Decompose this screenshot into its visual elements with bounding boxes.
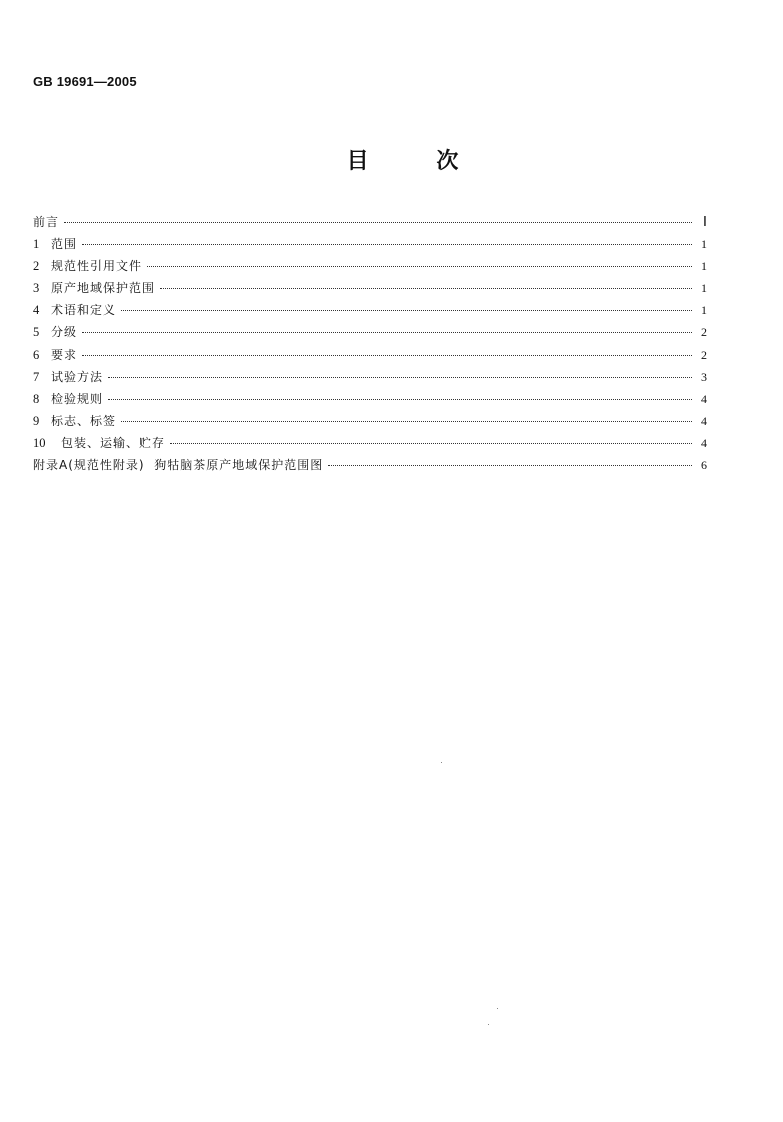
toc-entry-protection-range[interactable] (33, 279, 707, 301)
toc-entry-number: 4 (33, 303, 40, 318)
toc-entry-number: 7 (33, 369, 40, 384)
toc-entry-inspection-rules[interactable] (33, 390, 707, 412)
toc-entry-label: 附录A(规范性附录) 狗牯脑茶原产地域保护范围图 (33, 458, 324, 473)
toc-title: 目 次 (346, 149, 489, 174)
dot-leader (328, 465, 692, 466)
scan-speck (441, 762, 442, 763)
toc-entry-grading[interactable] (33, 323, 707, 345)
toc-entry-label: 要求 (51, 347, 78, 362)
toc-entry-terms-definitions[interactable] (33, 301, 707, 323)
standard-code: GB 19691—2005 (33, 74, 137, 89)
toc-entry-page: 1 (701, 237, 707, 252)
toc-entry-foreword[interactable] (33, 213, 707, 235)
toc-entry-marking-labeling[interactable] (33, 412, 707, 434)
toc-entry-page: 1 (701, 259, 707, 274)
dot-leader (147, 266, 692, 267)
toc-entry-label: 前言 (33, 215, 60, 229)
toc-entry-page: 2 (701, 325, 707, 340)
dot-leader (108, 377, 692, 378)
toc-entry-number: 3 (33, 281, 40, 296)
toc-entry-number: 1 (33, 237, 40, 252)
toc-entry-page: 4 (701, 413, 707, 428)
scan-speck (488, 1024, 489, 1025)
dot-leader (108, 399, 692, 400)
toc-entry-page: 1 (701, 303, 707, 318)
toc-entry-label: 原产地域保护范围 (51, 281, 156, 296)
toc-entry-page: Ⅰ (702, 215, 707, 230)
scan-speck (497, 1008, 498, 1009)
dot-leader (82, 332, 692, 333)
toc-entry-page: 2 (701, 347, 707, 362)
toc-entry-label: 范围 (51, 237, 78, 252)
toc-entry-annex-a[interactable] (33, 456, 707, 478)
dot-leader (82, 355, 692, 356)
dot-leader (121, 310, 692, 311)
table-of-contents (33, 213, 707, 478)
toc-entry-label: 术语和定义 (51, 303, 117, 318)
toc-entry-normative-references[interactable] (33, 257, 707, 279)
toc-entry-number: 2 (33, 259, 40, 274)
toc-entry-label: 检验规则 (51, 391, 104, 406)
toc-entry-page: 6 (701, 458, 707, 473)
dot-leader (82, 244, 692, 245)
toc-entry-requirements[interactable] (33, 346, 707, 368)
dot-leader (170, 443, 692, 444)
dot-leader (64, 222, 692, 223)
toc-entry-number: 8 (33, 391, 40, 406)
toc-entry-page: 4 (701, 435, 707, 450)
toc-entry-label: 包装、运输、贮存 (61, 435, 166, 450)
toc-entry-number: 10 (33, 435, 46, 450)
toc-entry-scope[interactable] (33, 235, 707, 257)
toc-entry-page: 3 (701, 369, 707, 384)
dot-leader (160, 288, 692, 289)
toc-entry-label: 规范性引用文件 (51, 259, 143, 274)
toc-entry-label: 分级 (51, 325, 78, 340)
toc-entry-packaging-transport-storage[interactable] (33, 434, 707, 456)
toc-entry-number: 6 (33, 347, 40, 362)
toc-entry-page: 1 (701, 281, 707, 296)
dot-leader (121, 421, 692, 422)
toc-entry-label: 试验方法 (51, 369, 104, 384)
toc-entry-number: 5 (33, 325, 40, 340)
toc-entry-test-methods[interactable] (33, 368, 707, 390)
toc-entry-label: 标志、标签 (51, 413, 117, 428)
toc-entry-number: 9 (33, 413, 40, 428)
toc-entry-page: 4 (701, 391, 707, 406)
